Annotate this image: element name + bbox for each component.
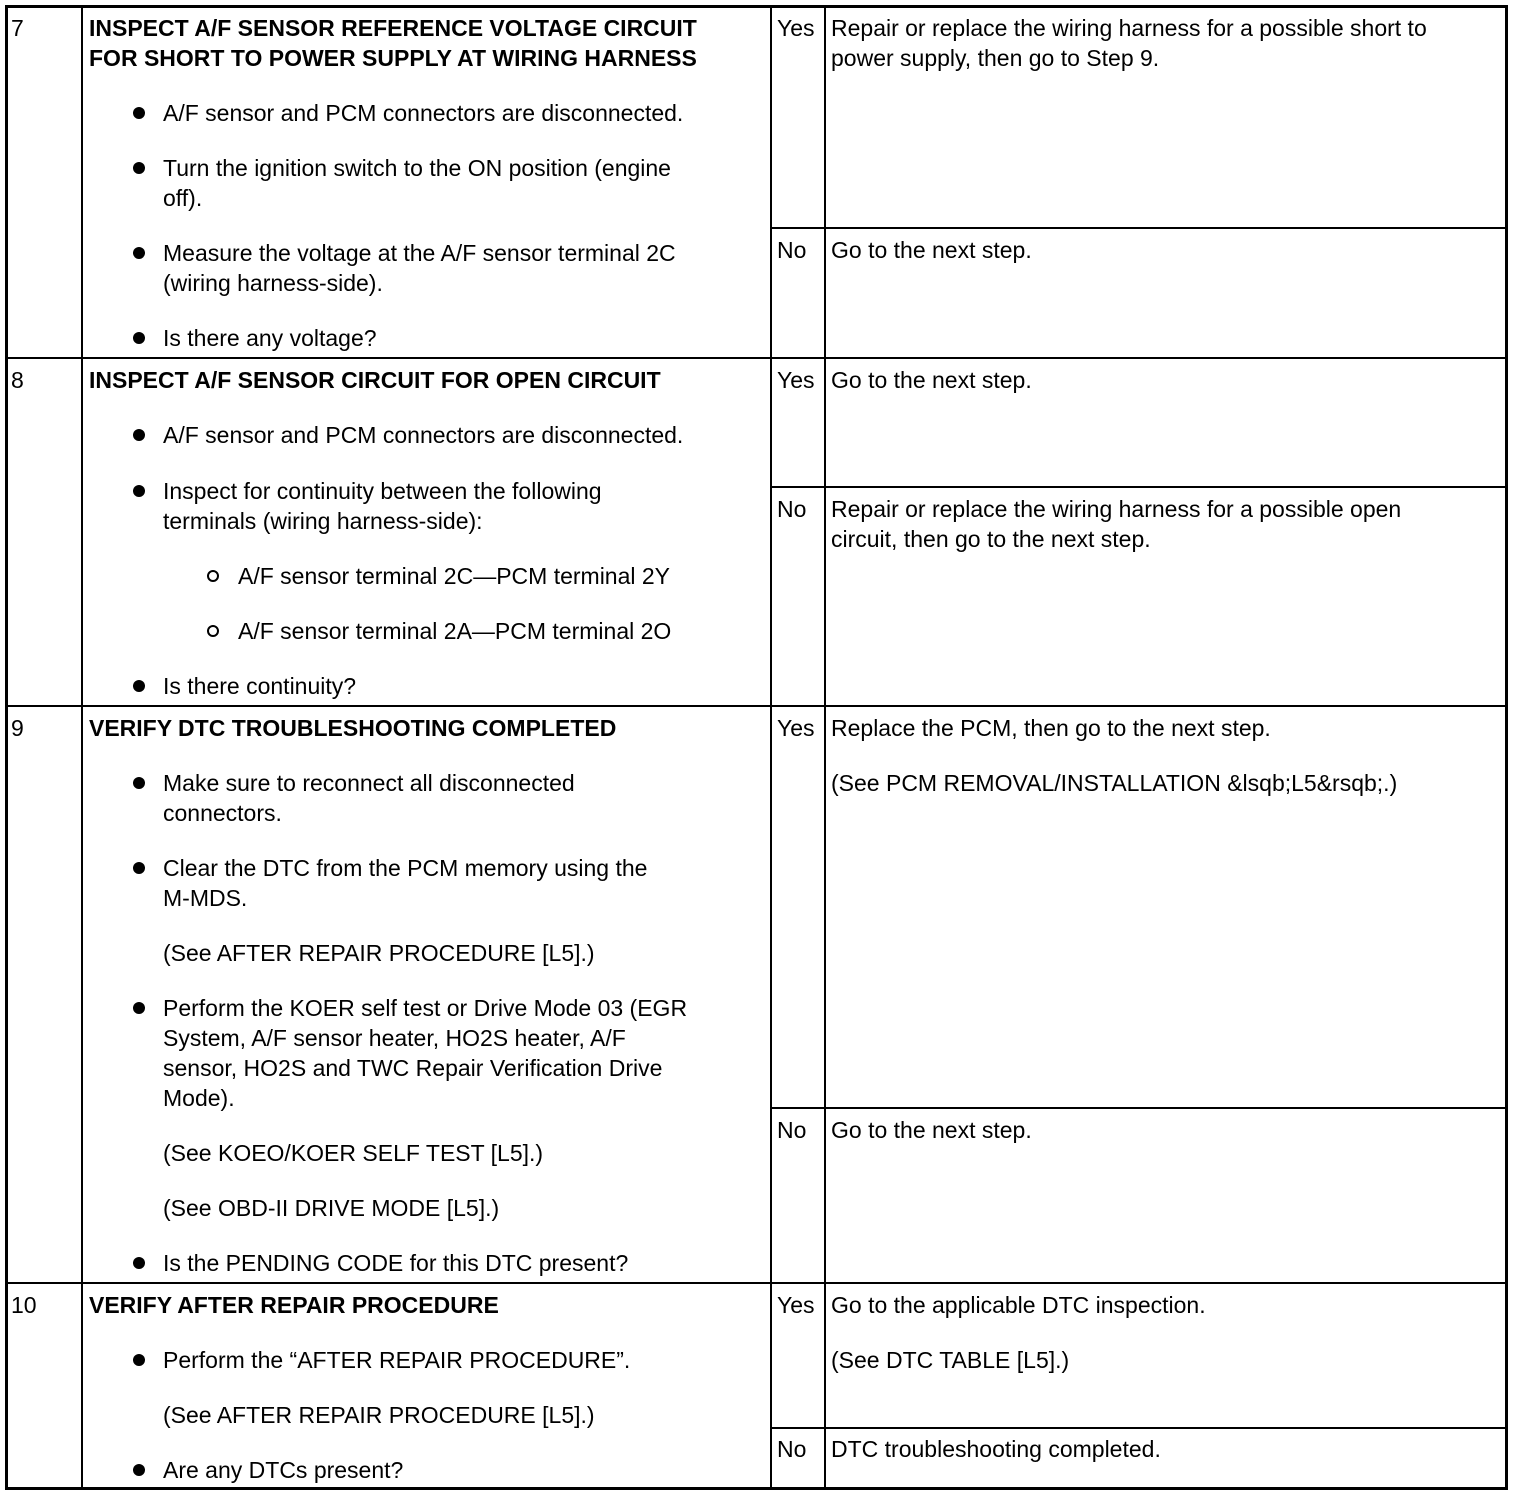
step-number: 9 (11, 715, 24, 741)
bullet-icon (133, 332, 145, 344)
step-title: INSPECT A/F SENSOR REFERENCE VOLTAGE CIRCUIT (89, 15, 697, 41)
yes-action: Go to the next step. (831, 367, 1032, 393)
no-label: No (777, 1117, 807, 1143)
step-item: M-MDS. (163, 885, 248, 911)
reference-note: (See AFTER REPAIR PROCEDURE [L5].) (163, 940, 595, 966)
yes-label: Yes (777, 367, 815, 393)
step-subitem: A/F sensor terminal 2A—PCM terminal 2O (238, 618, 672, 644)
step-item: Inspect for continuity between the following (163, 478, 602, 504)
yes-label: Yes (777, 15, 815, 41)
step-item: Is there any voltage? (163, 325, 377, 351)
bullet-icon (133, 862, 145, 874)
yes-action: Go to the applicable DTC inspection. (831, 1292, 1206, 1318)
step-item: Make sure to reconnect all disconnected (163, 770, 575, 796)
bullet-icon (133, 1464, 145, 1476)
step-item: Clear the DTC from the PCM memory using the (163, 855, 648, 881)
step-item: (wiring harness-side). (163, 270, 383, 296)
bullet-icon (133, 1002, 145, 1014)
sub-bullet-icon (207, 570, 219, 582)
yes-no-divider (770, 486, 1508, 488)
yes-no-divider (770, 1107, 1508, 1109)
yes-action: Repair or replace the wiring harness for a possible short to (831, 15, 1427, 41)
step-item: A/F sensor and PCM connectors are disconnected. (163, 100, 684, 126)
no-action: Repair or replace the wiring harness for a possible open (831, 496, 1402, 522)
no-action: Go to the next step. (831, 1117, 1032, 1143)
no-action: circuit, then go to the next step. (831, 526, 1151, 552)
bullet-icon (133, 485, 145, 497)
yes-label: Yes (777, 715, 815, 741)
yes-reference: (See PCM REMOVAL/INSTALLATION &lsqb;L5&rsqb;.) (831, 770, 1398, 796)
bullet-icon (133, 162, 145, 174)
bullet-icon (133, 107, 145, 119)
yes-action: Replace the PCM, then go to the next step. (831, 715, 1271, 741)
no-label: No (777, 1436, 807, 1462)
bullet-icon (133, 1257, 145, 1269)
column-divider (824, 5, 826, 1490)
yes-no-divider (770, 1427, 1508, 1429)
reference-note: (See KOEO/KOER SELF TEST [L5].) (163, 1140, 544, 1166)
bullet-icon (133, 247, 145, 259)
step-item: Measure the voltage at the A/F sensor terminal 2C (163, 240, 676, 266)
step-title: INSPECT A/F SENSOR CIRCUIT FOR OPEN CIRCUIT (89, 367, 661, 393)
step-title: FOR SHORT TO POWER SUPPLY AT WIRING HARNESS (89, 45, 697, 71)
step-item: Turn the ignition switch to the ON position (engine (163, 155, 671, 181)
step-item: Are any DTCs present? (163, 1457, 404, 1483)
row-divider (5, 705, 1508, 707)
step-number: 10 (11, 1292, 37, 1318)
reference-note: (See AFTER REPAIR PROCEDURE [L5].) (163, 1402, 595, 1428)
step-title: VERIFY DTC TROUBLESHOOTING COMPLETED (89, 715, 617, 741)
row-divider (5, 357, 1508, 359)
step-number: 7 (11, 15, 24, 41)
sub-bullet-icon (207, 625, 219, 637)
step-title: VERIFY AFTER REPAIR PROCEDURE (89, 1292, 499, 1318)
step-item: Perform the “AFTER REPAIR PROCEDURE”. (163, 1347, 631, 1373)
step-item: Perform the KOER self test or Drive Mode 03 (EGR (163, 995, 688, 1021)
step-item: Mode). (163, 1085, 235, 1111)
reference-note: (See OBD-II DRIVE MODE [L5].) (163, 1195, 500, 1221)
step-item: terminals (wiring harness-side): (163, 508, 483, 534)
no-action: Go to the next step. (831, 237, 1032, 263)
no-label: No (777, 237, 807, 263)
row-divider (5, 1282, 1508, 1284)
no-label: No (777, 496, 807, 522)
bullet-icon (133, 680, 145, 692)
step-subitem: A/F sensor terminal 2C—PCM terminal 2Y (238, 563, 671, 589)
bullet-icon (133, 777, 145, 789)
yes-label: Yes (777, 1292, 815, 1318)
step-item: connectors. (163, 800, 282, 826)
no-action: DTC troubleshooting completed. (831, 1436, 1161, 1462)
step-item: sensor, HO2S and TWC Repair Verification Drive (163, 1055, 663, 1081)
yes-reference: (See DTC TABLE [L5].) (831, 1347, 1070, 1373)
step-item: off). (163, 185, 203, 211)
step-number: 8 (11, 367, 24, 393)
step-item: Is the PENDING CODE for this DTC present? (163, 1250, 629, 1276)
bullet-icon (133, 1354, 145, 1366)
column-divider (81, 5, 83, 1490)
step-item: System, A/F sensor heater, HO2S heater, A/F (163, 1025, 626, 1051)
step-item: A/F sensor and PCM connectors are disconnected. (163, 422, 684, 448)
yes-no-divider (770, 227, 1508, 229)
column-divider (770, 5, 772, 1490)
yes-action: power supply, then go to Step 9. (831, 45, 1160, 71)
step-item: Is there continuity? (163, 673, 357, 699)
bullet-icon (133, 429, 145, 441)
